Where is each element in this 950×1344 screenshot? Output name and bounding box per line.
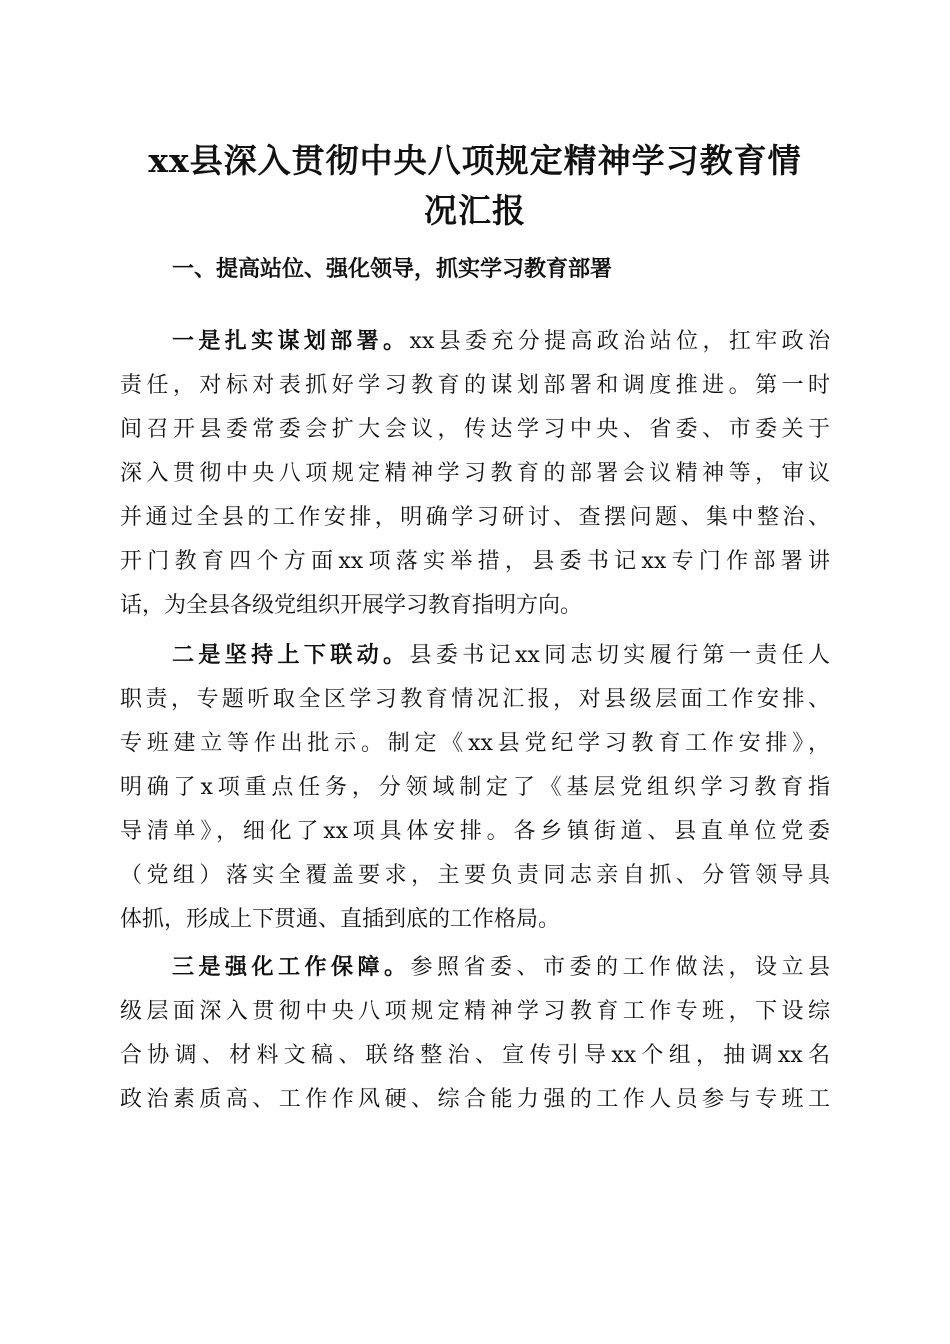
paragraph-line: 体抓，形成上下贯通、直插到底的工作格局。 bbox=[120, 907, 561, 932]
paragraph-lead: 三是强化工作保障。 bbox=[172, 955, 411, 980]
paragraph-line: 深入贯彻中央八项规定精神学习教育的部署会议精神等，审议 bbox=[120, 461, 830, 486]
paragraph-line bbox=[120, 946, 830, 990]
section-heading-1: 一、提高站位、强化领导，抓实学习教育部署 bbox=[172, 257, 613, 282]
paragraph-line: 职责，专题听取全区学习教育情况汇报，对县级层面工作安排、 bbox=[120, 687, 830, 712]
paragraph-line: 责任，对标对表抓好学习教育的谋划部署和调度推进。第一时 bbox=[120, 373, 830, 398]
paragraph-guarantee bbox=[120, 946, 830, 1122]
title-line-1: xx县深入贯彻中央八项规定精神学习教育情 bbox=[148, 141, 802, 180]
paragraph-line: 政治素质高、工作作风硬、综合能力强的工作人员参与专班工 bbox=[120, 1087, 830, 1112]
paragraph-planning bbox=[120, 320, 830, 628]
paragraph-linkage bbox=[120, 634, 830, 942]
paragraph-line: （党组）落实全覆盖要求，主要负责同志亲自抓、分管领导具 bbox=[120, 863, 830, 888]
paragraph-line: 导清单》，细化了xx项具体安排。各乡镇街道、县直单位党委 bbox=[120, 819, 830, 844]
paragraph-line: 间召开县委常委会扩大会议，传达学习中央、省委、市委关于 bbox=[120, 417, 830, 442]
document-title bbox=[120, 136, 830, 236]
paragraph-line: 话，为全县各级党组织开展学习教育指明方向。 bbox=[120, 593, 583, 618]
paragraph-lead: 一是扎实谋划部署。 bbox=[172, 329, 410, 354]
paragraph-line: 合协调、材料文稿、联络整治、宣传引导xx个组，抽调xx名 bbox=[120, 1043, 830, 1068]
paragraph-line: 并通过全县的工作安排，明确学习研讨、查摆问题、集中整治、 bbox=[120, 505, 830, 530]
paragraph-line bbox=[120, 634, 830, 678]
paragraph-text: 参照省委、市委的工作做法，设立县 bbox=[410, 955, 830, 980]
paragraph-text: xx县委充分提高政治站位，扛牢政治 bbox=[409, 329, 830, 354]
paragraph-line: 明确了x项重点任务，分领域制定了《基层党组织学习教育指 bbox=[120, 775, 830, 800]
paragraph-line bbox=[120, 320, 830, 364]
title-line-2: 况汇报 bbox=[424, 191, 526, 230]
paragraph-line: 开门教育四个方面xx项落实举措，县委书记xx专门作部署讲 bbox=[120, 549, 830, 574]
paragraph-line: 专班建立等作出批示。制定《xx县党纪学习教育工作安排》， bbox=[120, 731, 830, 756]
paragraph-line: 级层面深入贯彻中央八项规定精神学习教育工作专班，下设综 bbox=[120, 999, 830, 1024]
paragraph-lead: 二是坚持上下联动。 bbox=[172, 643, 410, 668]
paragraph-text: 县委书记xx同志切实履行第一责任人 bbox=[409, 643, 830, 668]
